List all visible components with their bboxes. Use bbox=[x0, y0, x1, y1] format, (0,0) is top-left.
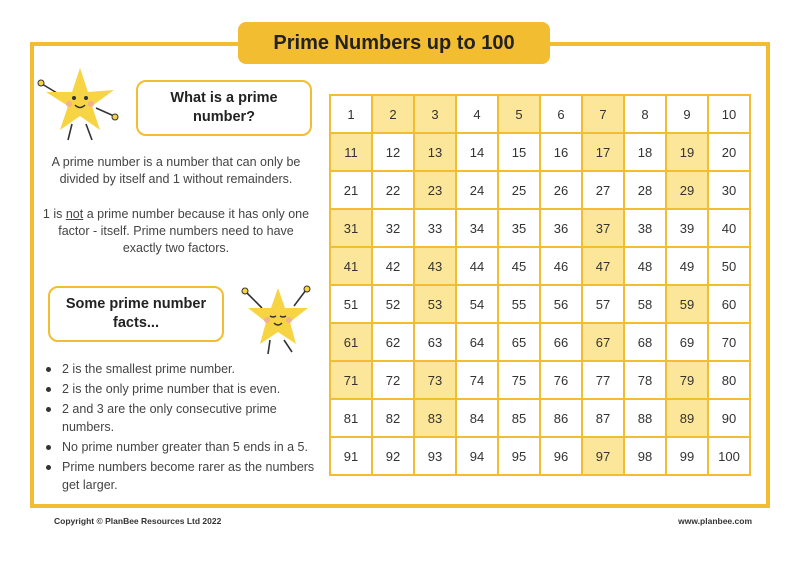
grid-cell: 48 bbox=[624, 247, 666, 285]
grid-cell: 2 bbox=[372, 95, 414, 133]
grid-cell: 23 bbox=[414, 171, 456, 209]
grid-cell: 79 bbox=[666, 361, 708, 399]
not-underlined: not bbox=[65, 207, 84, 221]
grid-row bbox=[330, 399, 750, 437]
grid-cell: 51 bbox=[330, 285, 372, 323]
grid-row bbox=[330, 285, 750, 323]
not-prime-text-end: a prime number because it has only one factor - itself. Prime numbers need to have exactly two factors. bbox=[58, 207, 310, 255]
grid-cell: 27 bbox=[582, 171, 624, 209]
grid-cell: 75 bbox=[498, 361, 540, 399]
grid-cell: 41 bbox=[330, 247, 372, 285]
grid-cell: 69 bbox=[666, 323, 708, 361]
grid-cell: 24 bbox=[456, 171, 498, 209]
grid-cell: 70 bbox=[708, 323, 750, 361]
grid-cell: 4 bbox=[456, 95, 498, 133]
speech-bubble-what-is-prime: What is a prime number? bbox=[136, 80, 312, 136]
grid-cell: 33 bbox=[414, 209, 456, 247]
grid-cell: 6 bbox=[540, 95, 582, 133]
grid-cell: 28 bbox=[624, 171, 666, 209]
grid-cell: 58 bbox=[624, 285, 666, 323]
grid-row bbox=[330, 95, 750, 133]
grid-cell: 98 bbox=[624, 437, 666, 475]
list-item: No prime number greater than 5 ends in a 5. bbox=[46, 438, 318, 456]
grid-cell: 81 bbox=[330, 399, 372, 437]
grid-cell: 94 bbox=[456, 437, 498, 475]
grid-cell: 85 bbox=[498, 399, 540, 437]
copyright-text: Copyright © PlanBee Resources Ltd 2022 bbox=[54, 516, 222, 526]
grid-cell: 37 bbox=[582, 209, 624, 247]
grid-cell: 3 bbox=[414, 95, 456, 133]
grid-cell: 8 bbox=[624, 95, 666, 133]
website-text: www.planbee.com bbox=[678, 516, 752, 526]
grid-cell: 29 bbox=[666, 171, 708, 209]
intro-paragraph: A prime number is a number that can only be divided by itself and 1 without remainders. bbox=[51, 155, 301, 186]
grid-cell: 5 bbox=[498, 95, 540, 133]
grid-row bbox=[330, 437, 750, 475]
grid-row bbox=[330, 323, 750, 361]
grid-cell: 97 bbox=[582, 437, 624, 475]
grid-cell: 35 bbox=[498, 209, 540, 247]
grid-cell: 66 bbox=[540, 323, 582, 361]
grid-cell: 52 bbox=[372, 285, 414, 323]
list-item: 2 and 3 are the only consecutive prime numbers. bbox=[46, 400, 318, 436]
grid-cell: 62 bbox=[372, 323, 414, 361]
grid-cell: 10 bbox=[708, 95, 750, 133]
grid-cell: 59 bbox=[666, 285, 708, 323]
grid-cell: 76 bbox=[540, 361, 582, 399]
grid-cell: 99 bbox=[666, 437, 708, 475]
grid-cell: 45 bbox=[498, 247, 540, 285]
grid-cell: 1 bbox=[330, 95, 372, 133]
grid-cell: 31 bbox=[330, 209, 372, 247]
grid-cell: 44 bbox=[456, 247, 498, 285]
grid-cell: 63 bbox=[414, 323, 456, 361]
grid-cell: 87 bbox=[582, 399, 624, 437]
grid-cell: 78 bbox=[624, 361, 666, 399]
grid-cell: 56 bbox=[540, 285, 582, 323]
grid-cell: 39 bbox=[666, 209, 708, 247]
grid-cell: 15 bbox=[498, 133, 540, 171]
grid-row bbox=[330, 247, 750, 285]
grid-cell: 82 bbox=[372, 399, 414, 437]
grid-row bbox=[330, 209, 750, 247]
list-item: 2 is the only prime number that is even. bbox=[46, 380, 318, 398]
page-title: Prime Numbers up to 100 bbox=[238, 22, 550, 64]
grid-cell: 86 bbox=[540, 399, 582, 437]
grid-cell: 9 bbox=[666, 95, 708, 133]
star-mascot-icon bbox=[34, 64, 126, 144]
grid-cell: 77 bbox=[582, 361, 624, 399]
grid-cell: 20 bbox=[708, 133, 750, 171]
grid-cell: 61 bbox=[330, 323, 372, 361]
grid-cell: 11 bbox=[330, 133, 372, 171]
grid-cell: 84 bbox=[456, 399, 498, 437]
not-prime-text-start: 1 is bbox=[42, 207, 66, 221]
grid-cell: 83 bbox=[414, 399, 456, 437]
grid-cell: 91 bbox=[330, 437, 372, 475]
grid-cell: 72 bbox=[372, 361, 414, 399]
grid-cell: 19 bbox=[666, 133, 708, 171]
grid-cell: 16 bbox=[540, 133, 582, 171]
grid-cell: 95 bbox=[498, 437, 540, 475]
speech-bubble-facts: Some prime number facts... bbox=[48, 286, 224, 342]
grid-cell: 57 bbox=[582, 285, 624, 323]
grid-cell: 68 bbox=[624, 323, 666, 361]
grid-cell: 73 bbox=[414, 361, 456, 399]
not-prime-paragraph bbox=[40, 206, 312, 257]
grid-row bbox=[330, 171, 750, 209]
star-mascot-icon bbox=[232, 282, 320, 358]
grid-cell: 65 bbox=[498, 323, 540, 361]
grid-cell: 25 bbox=[498, 171, 540, 209]
grid-cell: 7 bbox=[582, 95, 624, 133]
grid-cell: 18 bbox=[624, 133, 666, 171]
facts-list bbox=[46, 360, 318, 496]
grid-row bbox=[330, 361, 750, 399]
grid-cell: 40 bbox=[708, 209, 750, 247]
grid-cell: 54 bbox=[456, 285, 498, 323]
hundred-square-grid bbox=[329, 94, 751, 476]
list-item: 2 is the smallest prime number. bbox=[46, 360, 318, 378]
grid-cell: 50 bbox=[708, 247, 750, 285]
grid-row bbox=[330, 133, 750, 171]
grid-cell: 26 bbox=[540, 171, 582, 209]
grid-cell: 71 bbox=[330, 361, 372, 399]
grid-cell: 34 bbox=[456, 209, 498, 247]
grid-cell: 36 bbox=[540, 209, 582, 247]
grid-cell: 46 bbox=[540, 247, 582, 285]
grid-cell: 67 bbox=[582, 323, 624, 361]
grid-cell: 80 bbox=[708, 361, 750, 399]
grid-cell: 49 bbox=[666, 247, 708, 285]
grid-cell: 17 bbox=[582, 133, 624, 171]
grid-cell: 60 bbox=[708, 285, 750, 323]
grid-cell: 53 bbox=[414, 285, 456, 323]
grid-cell: 30 bbox=[708, 171, 750, 209]
grid-cell: 89 bbox=[666, 399, 708, 437]
grid-cell: 22 bbox=[372, 171, 414, 209]
grid-cell: 13 bbox=[414, 133, 456, 171]
grid-cell: 96 bbox=[540, 437, 582, 475]
grid-cell: 93 bbox=[414, 437, 456, 475]
grid-cell: 12 bbox=[372, 133, 414, 171]
grid-cell: 90 bbox=[708, 399, 750, 437]
grid-cell: 92 bbox=[372, 437, 414, 475]
grid-cell: 38 bbox=[624, 209, 666, 247]
grid-cell: 88 bbox=[624, 399, 666, 437]
grid-cell: 100 bbox=[708, 437, 750, 475]
list-item: Prime numbers become rarer as the numbers get larger. bbox=[46, 458, 318, 494]
grid-cell: 43 bbox=[414, 247, 456, 285]
grid-cell: 32 bbox=[372, 209, 414, 247]
grid-cell: 21 bbox=[330, 171, 372, 209]
grid-cell: 47 bbox=[582, 247, 624, 285]
grid-cell: 64 bbox=[456, 323, 498, 361]
grid-cell: 14 bbox=[456, 133, 498, 171]
grid-cell: 55 bbox=[498, 285, 540, 323]
grid-cell: 74 bbox=[456, 361, 498, 399]
grid-cell: 42 bbox=[372, 247, 414, 285]
